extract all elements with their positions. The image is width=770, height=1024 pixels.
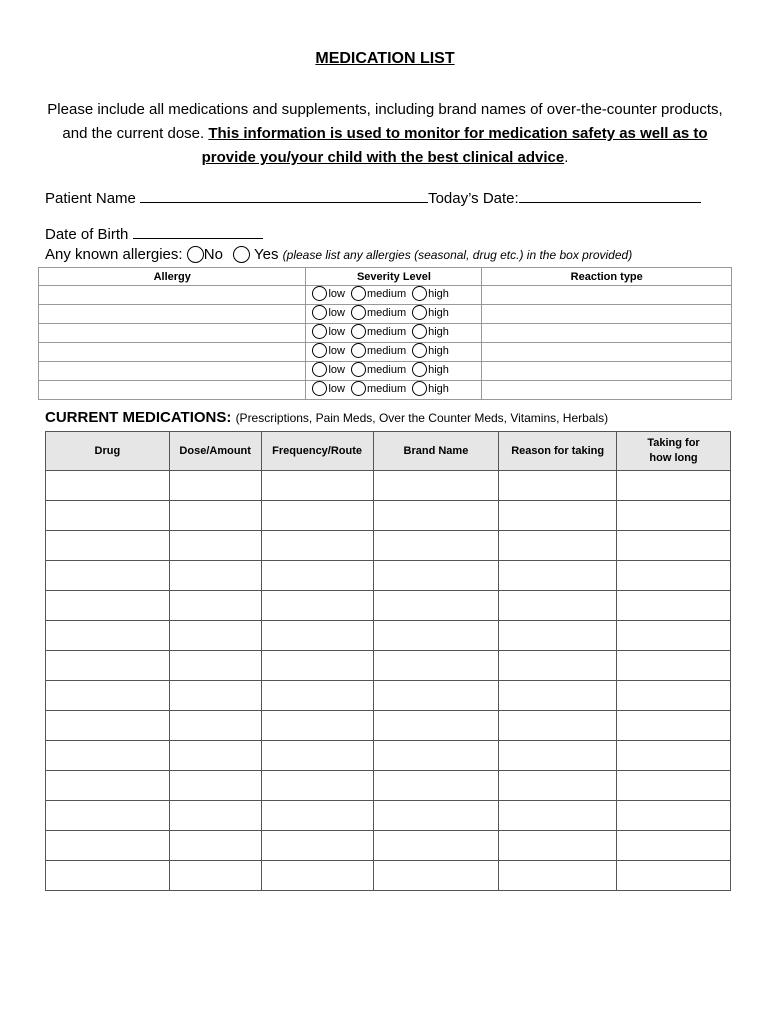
duration-cell[interactable]: [617, 681, 731, 711]
medication-row: [46, 771, 731, 801]
intro-period: .: [564, 149, 569, 166]
brand-cell[interactable]: [373, 861, 499, 891]
severity-option-0: [312, 324, 345, 339]
severity-option-label: low: [328, 382, 345, 395]
frequency-cell[interactable]: [261, 831, 373, 861]
drug-cell[interactable]: [46, 501, 170, 531]
medications-header-row: [46, 432, 731, 471]
severity-cell: [306, 362, 482, 381]
severity-option-2: [412, 305, 449, 320]
drug-cell[interactable]: [46, 741, 170, 771]
current-medications-heading: [45, 409, 608, 426]
reason-cell[interactable]: [499, 861, 617, 891]
severity-option-0: [312, 305, 345, 320]
medication-row: [46, 591, 731, 621]
todays-date-label: Today’s Date:: [428, 190, 519, 207]
frequency-cell[interactable]: [261, 591, 373, 621]
duration-cell[interactable]: [617, 621, 731, 651]
reason-cell[interactable]: [499, 471, 617, 501]
severity-cell: [306, 286, 482, 305]
severity-radio[interactable]: [351, 362, 366, 377]
dob-label: Date of Birth: [45, 226, 129, 243]
allergies-label: Any known allergies:: [45, 246, 183, 263]
medication-row: [46, 741, 731, 771]
severity-option-label: high: [428, 325, 449, 338]
dose-cell[interactable]: [169, 681, 261, 711]
allergy-cell[interactable]: [39, 343, 306, 362]
brand-cell[interactable]: [373, 711, 499, 741]
severity-option-1: [351, 343, 406, 358]
duration-cell[interactable]: [617, 771, 731, 801]
drug-col-header: Drug: [46, 432, 170, 471]
brand-cell[interactable]: [373, 681, 499, 711]
duration-col-header-text: Taking for how long: [647, 437, 700, 464]
brand-cell[interactable]: [373, 591, 499, 621]
severity-radio[interactable]: [351, 286, 366, 301]
reason-cell[interactable]: [499, 501, 617, 531]
severity-radio[interactable]: [412, 305, 427, 320]
severity-cell: [306, 324, 482, 343]
severity-radio[interactable]: [412, 362, 427, 377]
brand-cell[interactable]: [373, 651, 499, 681]
severity-option-0: [312, 381, 345, 396]
dose-cell[interactable]: [169, 741, 261, 771]
medication-row: [46, 471, 731, 501]
allergy-row: [39, 381, 732, 400]
frequency-cell[interactable]: [261, 681, 373, 711]
severity-option-label: medium: [367, 287, 407, 300]
reason-cell[interactable]: [499, 741, 617, 771]
severity-option-label: low: [328, 363, 345, 376]
reason-cell[interactable]: [499, 591, 617, 621]
frequency-cell[interactable]: [261, 861, 373, 891]
medication-row: [46, 651, 731, 681]
severity-option-label: medium: [367, 382, 407, 395]
reaction-col-header: Reaction type: [482, 268, 732, 286]
severity-option-1: [351, 362, 406, 377]
reason-cell[interactable]: [499, 711, 617, 741]
dose-cell[interactable]: [169, 531, 261, 561]
severity-option-0: [312, 343, 345, 358]
severity-option-label: high: [428, 306, 449, 319]
brand-cell[interactable]: [373, 621, 499, 651]
allergy-row: [39, 286, 732, 305]
reason-cell[interactable]: [499, 681, 617, 711]
brand-cell[interactable]: [373, 801, 499, 831]
frequency-cell[interactable]: [261, 711, 373, 741]
severity-option-1: [351, 381, 406, 396]
medication-row: [46, 621, 731, 651]
allergies-yes-radio[interactable]: [233, 246, 250, 263]
brand-cell[interactable]: [373, 471, 499, 501]
drug-cell[interactable]: [46, 621, 170, 651]
medication-row: [46, 711, 731, 741]
severity-cell: [306, 381, 482, 400]
duration-cell[interactable]: [617, 651, 731, 681]
severity-radio[interactable]: [312, 343, 327, 358]
severity-option-1: [351, 305, 406, 320]
dose-cell[interactable]: [169, 501, 261, 531]
severity-option-label: low: [328, 306, 345, 319]
allergy-header-row: [39, 268, 732, 286]
dose-cell[interactable]: [169, 771, 261, 801]
severity-radio[interactable]: [351, 305, 366, 320]
brand-cell[interactable]: [373, 741, 499, 771]
severity-radio[interactable]: [351, 324, 366, 339]
brand-cell[interactable]: [373, 561, 499, 591]
drug-cell[interactable]: [46, 711, 170, 741]
dob-row: [45, 224, 263, 243]
dose-cell[interactable]: [169, 801, 261, 831]
duration-cell[interactable]: [617, 501, 731, 531]
severity-radio[interactable]: [312, 381, 327, 396]
dose-cell[interactable]: [169, 591, 261, 621]
reaction-cell[interactable]: [482, 324, 732, 343]
todays-date-field[interactable]: [519, 188, 701, 203]
severity-option-2: [412, 381, 449, 396]
brand-cell[interactable]: [373, 771, 499, 801]
severity-radio[interactable]: [312, 362, 327, 377]
brand-cell[interactable]: [373, 531, 499, 561]
severity-option-label: high: [428, 363, 449, 376]
drug-cell[interactable]: [46, 861, 170, 891]
severity-radio[interactable]: [412, 286, 427, 301]
frequency-cell[interactable]: [261, 501, 373, 531]
drug-cell[interactable]: [46, 471, 170, 501]
medication-row: [46, 561, 731, 591]
drug-cell[interactable]: [46, 651, 170, 681]
drug-cell[interactable]: [46, 831, 170, 861]
reason-cell[interactable]: [499, 561, 617, 591]
duration-cell[interactable]: [617, 471, 731, 501]
reason-cell[interactable]: [499, 621, 617, 651]
severity-radio[interactable]: [412, 343, 427, 358]
duration-cell[interactable]: [617, 561, 731, 591]
medication-row: [46, 831, 731, 861]
severity-option-label: low: [328, 287, 345, 300]
allergy-col-header: Allergy: [39, 268, 306, 286]
medication-row: [46, 501, 731, 531]
duration-col-header: [617, 432, 731, 471]
dose-col-header: Dose/Amount: [169, 432, 261, 471]
intro-text: Please include all medications and supplements, including brand names of over-the-counter products, and the current dose.: [47, 101, 723, 142]
dob-field[interactable]: [133, 224, 263, 239]
duration-cell[interactable]: [617, 831, 731, 861]
allergy-cell[interactable]: [39, 362, 306, 381]
reaction-cell[interactable]: [482, 305, 732, 324]
severity-option-2: [412, 286, 449, 301]
allergy-row: [39, 305, 732, 324]
frequency-cell[interactable]: [261, 621, 373, 651]
duration-cell[interactable]: [617, 591, 731, 621]
medication-row: [46, 681, 731, 711]
allergy-cell[interactable]: [39, 305, 306, 324]
medication-row: [46, 801, 731, 831]
frequency-cell[interactable]: [261, 561, 373, 591]
allergy-row: [39, 343, 732, 362]
duration-cell[interactable]: [617, 711, 731, 741]
severity-option-2: [412, 362, 449, 377]
severity-option-1: [351, 286, 406, 301]
reason-cell[interactable]: [499, 831, 617, 861]
allergies-no-radio[interactable]: [187, 246, 204, 263]
page-title: MEDICATION LIST: [315, 50, 455, 67]
brand-cell[interactable]: [373, 831, 499, 861]
allergies-hint: (please list any allergies (seasonal, drug etc.) in the box provided): [282, 248, 633, 262]
severity-option-label: low: [328, 344, 345, 357]
reason-cell[interactable]: [499, 531, 617, 561]
frequency-cell[interactable]: [261, 651, 373, 681]
brand-col-header: Brand Name: [373, 432, 499, 471]
severity-radio[interactable]: [312, 324, 327, 339]
medications-table: [45, 431, 731, 891]
severity-option-2: [412, 324, 449, 339]
drug-cell[interactable]: [46, 771, 170, 801]
intro-paragraph: [45, 98, 725, 170]
medication-row: [46, 861, 731, 891]
reaction-cell[interactable]: [482, 343, 732, 362]
patient-name-row: [45, 188, 701, 207]
allergy-row: [39, 324, 732, 343]
drug-cell[interactable]: [46, 681, 170, 711]
severity-option-2: [412, 343, 449, 358]
allergy-row: [39, 362, 732, 381]
severity-radio[interactable]: [412, 381, 427, 396]
dose-cell[interactable]: [169, 861, 261, 891]
severity-cell: [306, 305, 482, 324]
medication-row: [46, 531, 731, 561]
drug-cell[interactable]: [46, 561, 170, 591]
reaction-cell[interactable]: [482, 286, 732, 305]
severity-radio[interactable]: [312, 286, 327, 301]
dose-cell[interactable]: [169, 561, 261, 591]
severity-option-label: high: [428, 287, 449, 300]
duration-cell[interactable]: [617, 531, 731, 561]
severity-option-label: high: [428, 382, 449, 395]
allergies-yes-label: Yes: [254, 246, 279, 263]
severity-option-label: medium: [367, 325, 407, 338]
frequency-cell[interactable]: [261, 531, 373, 561]
allergy-table: [38, 267, 732, 400]
severity-option-1: [351, 324, 406, 339]
allergy-cell[interactable]: [39, 286, 306, 305]
duration-cell[interactable]: [617, 861, 731, 891]
brand-cell[interactable]: [373, 501, 499, 531]
severity-option-label: high: [428, 344, 449, 357]
frequency-cell[interactable]: [261, 771, 373, 801]
current-medications-title: CURRENT MEDICATIONS:: [45, 409, 232, 426]
allergy-cell[interactable]: [39, 381, 306, 400]
severity-option-label: medium: [367, 306, 407, 319]
allergies-row: [45, 246, 632, 263]
severity-option-label: medium: [367, 344, 407, 357]
reason-cell[interactable]: [499, 801, 617, 831]
current-medications-subtitle: (Prescriptions, Pain Meds, Over the Counter Meds, Vitamins, Herbals): [235, 411, 609, 425]
frequency-cell[interactable]: [261, 741, 373, 771]
drug-cell[interactable]: [46, 591, 170, 621]
allergies-no-label: No: [203, 246, 223, 263]
severity-option-label: low: [328, 325, 345, 338]
reaction-cell[interactable]: [482, 362, 732, 381]
severity-option-label: medium: [367, 363, 407, 376]
drug-cell[interactable]: [46, 531, 170, 561]
frequency-col-header: Frequency/Route: [261, 432, 373, 471]
severity-radio[interactable]: [312, 305, 327, 320]
reaction-cell[interactable]: [482, 381, 732, 400]
frequency-cell[interactable]: [261, 801, 373, 831]
reason-cell[interactable]: [499, 771, 617, 801]
patient-name-field[interactable]: [140, 188, 428, 203]
severity-cell: [306, 343, 482, 362]
intro-emphasis: This information is used to monitor for medication safety as well as to provide you/your child with the best clinical advice: [201, 125, 708, 166]
dose-cell[interactable]: [169, 651, 261, 681]
patient-name-label: Patient Name: [45, 190, 136, 207]
reason-col-header: Reason for taking: [499, 432, 617, 471]
allergy-cell[interactable]: [39, 324, 306, 343]
severity-radio[interactable]: [351, 343, 366, 358]
frequency-cell[interactable]: [261, 471, 373, 501]
dose-cell[interactable]: [169, 471, 261, 501]
severity-option-0: [312, 362, 345, 377]
severity-radio[interactable]: [412, 324, 427, 339]
duration-cell[interactable]: [617, 801, 731, 831]
dose-cell[interactable]: [169, 711, 261, 741]
severity-radio[interactable]: [351, 381, 366, 396]
dose-cell[interactable]: [169, 621, 261, 651]
drug-cell[interactable]: [46, 801, 170, 831]
reason-cell[interactable]: [499, 651, 617, 681]
duration-cell[interactable]: [617, 741, 731, 771]
severity-option-0: [312, 286, 345, 301]
severity-col-header: Severity Level: [306, 268, 482, 286]
dose-cell[interactable]: [169, 831, 261, 861]
